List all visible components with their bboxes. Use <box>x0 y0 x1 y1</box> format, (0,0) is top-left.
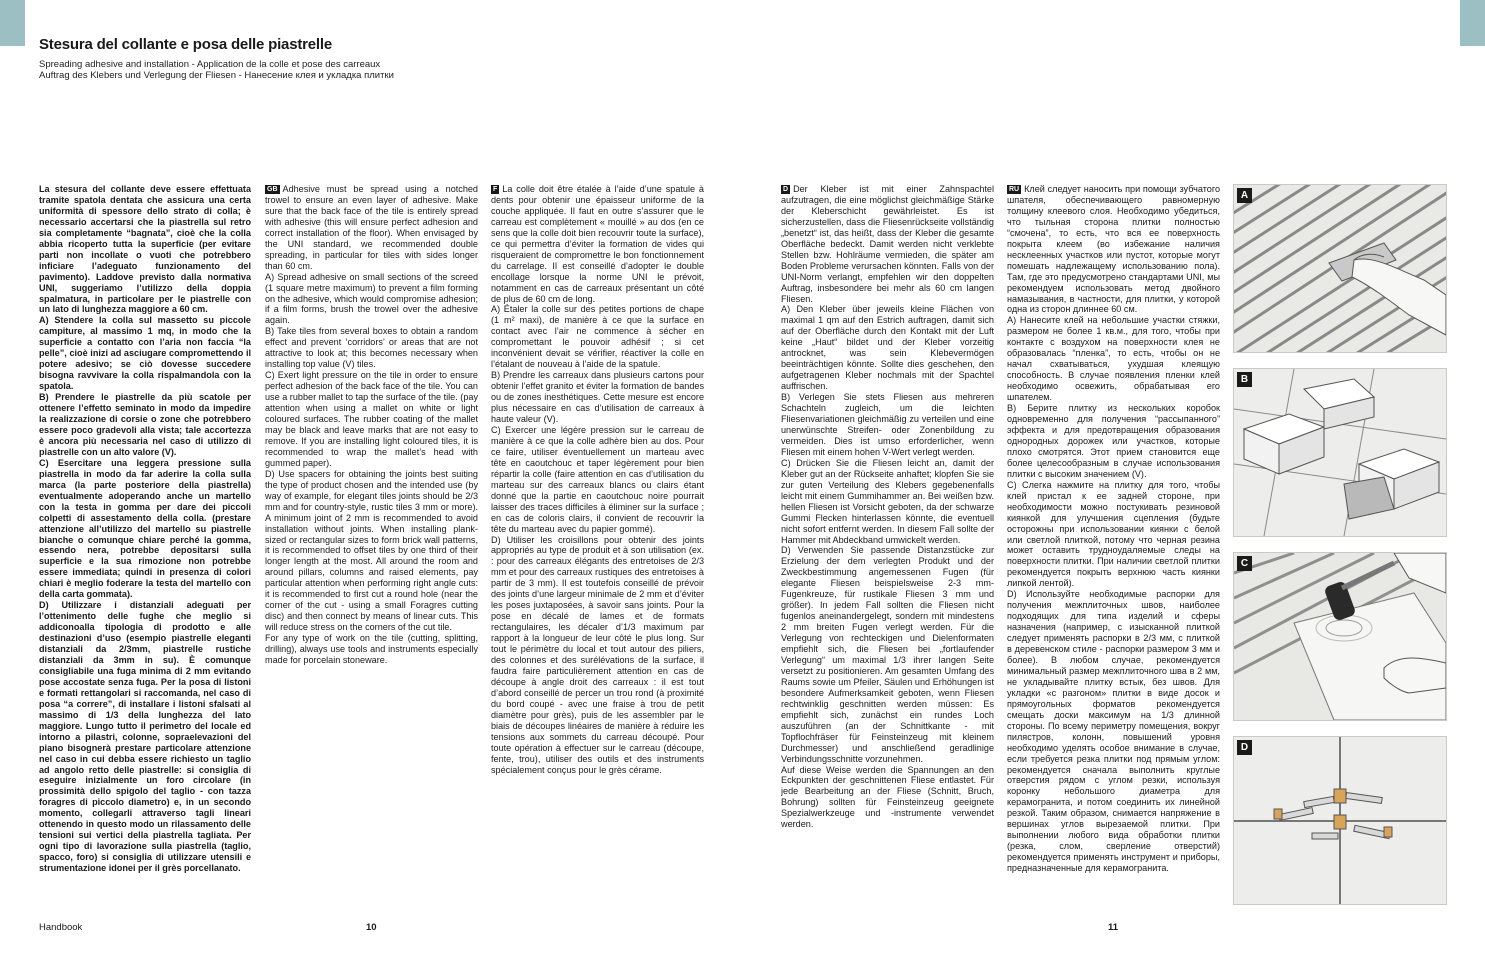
page-subtitle <box>39 59 394 81</box>
fr-paragraph-intro: F La colle doit être étalée à l’aide d’une spatule à dents pour obtenir une épaisseur uniforme de la couche appliquée. Il faut en outre s’assurer que le carreau est complètement « mouillé » au dos (en ce sens que la colle doit bien recouvrir toute la surface), ce qui permettra d’éviter la formation de vides qui risqueraient de compromettre le bon fonctionnement du carrelage. Il est conseillé d’adopter le double encollage lorsque la norme UNI le prévoit, notamment en cas de carreaux présentant un côté de plus de 60 cm de long. <box>491 184 704 304</box>
en-paragraph-intro: GB Adhesive must be spread using a notched trowel to ensure an even layer of adhesive. Make sure that the back face of the tile is entirely spread with adhesive (this will ensure perfect adhesion and correct installation of the floor). When envisaged by the UNI standard, we recommended double spreading, in particular for tiles with sides longer than 60 cm. <box>265 184 478 271</box>
it-paragraph-intro: La stesura del collante deve essere effettuata tramite spatola dentata che assicura una certa uniformità di spessore dello strato di colla; è necessario accertarsi che la piastrella sul retro sia completamente “bagnata”, cioè che la colla abbia ricoperto tutta la superficie (per evitare parti non incollate o vuoti che potrebbero inficiare l’adeguato funzionamento del pavimento). Laddove previsto dalla normativa UNI, suggeriamo l’utilizzo della doppia spalmatura, in particolare per le piastrelle con un lato di lunghezza maggiore a 60 cm. <box>39 184 251 315</box>
language-badge-d: D <box>783 186 789 193</box>
de-paragraph-a: A) Den Kleber über jeweils kleine Flächen von maximal 1 qm auf den Estrich auftragen, damit sich auf der Oberfläche durch den Kontakt mit der Luft keine „Haut“ bildet und der Kleber vorzeitig antrocknet, was sein Klebevermögen beeinträchtigen könnte. Sollte dies geschehen, den aufgetragenen Kleber nochmals mit der Spachtel auffrischen. <box>781 304 994 392</box>
en-paragraph-a: A) Spread adhesive on small sections of the screed (1 square metre maximum) to prevent a film forming on the adhesive, which would compromise adhesion; if a film forms, brush the trowel over the adhesive again. <box>265 271 478 326</box>
figure-label: A <box>1237 188 1252 203</box>
fr-paragraph-c: C) Exercer une légère pression sur le carreau de manière à ce que la colle adhère bien au dos. Pour ce faire, utiliser éventuellement un marteau avec tête en caoutchouc et taper légèrement pour bien répartir la colle (faire attention en cas d’utilisation du marteau sur des carreaux blancs ou clairs étant donné que la partie en caoutchouc noire pourrait laisser des traces difficiles à éliminer sur la surface ; en cas de coloris clairs, il convient de recouvrir la tête du marteau avec du papier gommé). <box>491 424 704 534</box>
french-text-column <box>491 184 704 864</box>
ru-paragraph-b: B) Берите плитку из нескольких коробок одновременно для получения “рассыпанного” эффекта и для предотвращения образования однородных дорожек или участков, которые плохо смотрятся. Этот прием становится еще более целесообразным в случае использования плитки с высоким значением (V). <box>1007 403 1220 479</box>
figure-a <box>1233 184 1447 353</box>
page-title: Stesura del collante e posa delle piastrelle <box>39 36 332 53</box>
subtitle-line-2: Auftrag des Klebers und Verlegung der Fliesen - Нанесение клея и укладка плитки <box>39 70 394 81</box>
russian-text-column <box>1007 184 1220 909</box>
figure-d <box>1233 736 1447 905</box>
figure-label: C <box>1237 556 1252 571</box>
it-paragraph-c: C) Esercitare una leggera pressione sulla piastrella in modo da far aderire la colla sulla marca (la parte posteriore della piastrella) eventualmente adoperando anche un martello con la testa in gomma per dare dei piccoli colpetti di assestamento della colla. (prestare attenzione all’utilizzo del martello su piastrelle bianche o comunque chiare perché la gomma, essendo nera, potrebbe depositarsi sulla superficie e la sua rimozione non potrebbe essere immediata; quindi in presenza di colori chiari è meglio foderare la testa del martello con della carta gommata). <box>39 457 251 600</box>
ru-paragraph-c: C) Слегка нажмите на плитку для того, чтобы клей пристал к ее задней стороне, при необходимости можно постукивать резиновой киянкой для улучшения сцепления (будьте осторожны при использовании киянки с белой или светлой плиткой, потому что черная резина может оставить трудноудаляемые следы на поверхности плитки. При наличии светлой плитки рекомендуется покрыть верхнюю часть киянки липкой лентой). <box>1007 479 1220 589</box>
language-badge-ru: RU <box>1009 186 1020 193</box>
en-paragraph-d: D) Use spacers for obtaining the joints best suiting the type of product chosen and the intended use (by way of example, for elegant tiles joints should be 2/3 mm and for country-style, rustic tiles 3 mm or more). A minimum joint of 2 mm is recommended to avoid installation without joints. When installing plank-sized or rectangular sizes to form brick wall patterns, it is recommended to offset tiles by one third of their longer length at the most. All around the room and around pillars, columns and raised elements, pay particular attention when performing right angle cuts: it is recommended to first cut a round hole (near the corner of the cut - using a small Foragres cutting disc) and then connect by means of linear cuts. This will reduce stress on the corners of the cut tile. <box>265 468 478 633</box>
ru-paragraph-a: A) Нанесите клей на небольшие участки стяжки, размером не более 1 кв.м., для того, чтобы при контакте с воздухом на поверхности клея не образовалась “пленка”, то есть, чтобы он не начал схватываться, ухудшая клеящую способность. В случае появления пленки клей необходимо освежить, обрабатывая его шпателем. <box>1007 315 1220 403</box>
en-paragraph-tools: For any type of work on the tile (cutting, splitting, drilling), always use tools and instruments especially made for porcelain stoneware. <box>265 633 478 665</box>
it-paragraph-a: A) Stendere la colla sul massetto su piccole campiture, al massimo 1 mq, in modo che la superficie a contatto con l’aria non faccia “la pelle”, cioè inizi ad asciugare compromettendo il potere adesivo; se ciò dovesse succedere bisogna ravvivare la colla rispalmandola con la spatola. <box>39 315 251 392</box>
de-paragraph-c: C) Drücken Sie die Fliesen leicht an, damit der Kleber gut an der Rückseite anhaftet; klopfen Sie sie zur guten Verteilung des Klebers gegebenenfalls leicht mit einem Gummihammer an. Bei weißen bzw. hellen Fliesen ist Vorsicht geboten, da der schwarze Gummi Flecken hinterlassen könnte, die eventuell nicht sofort entfernt werden. In diesem Fall sollte der Hammer mit Abdeckband umwickelt werden. <box>781 457 994 545</box>
subtitle-line-1: Spreading adhesive and installation - Application de la colle et pose des carreaux <box>39 59 381 70</box>
en-paragraph-c: C) Exert light pressure on the tile in order to ensure perfect adhesion of the back face of the tile. You can use a rubber mallet to tap the surface of the tile. (pay attention when using a mallet on white or light coloured surfaces. The rubber coating of the mallet may be black and leave marks that are not easy to remove. If you are installing light coloured tiles, it is recommended to wrap the mallet’s head with gummed paper). <box>265 370 478 468</box>
footer-handbook: Handbook <box>39 922 83 933</box>
fr-paragraph-d: D) Utiliser les croisillons pour obtenir des joints appropriés au type de produit et à son utilisation (ex. : pour des carreaux élégants des entretoises de 2/3 mm et pour des carreaux rustiques des entretoises à partir de 3 mm). Il est toutefois conseillé de prévoir des joints d’une largeur minimale de 2 mm et d’éviter les poses juxtaposées, à savoir sans joints. Pour la pose en décalé de lames et de formats rectangulaires, les décaler d’1/3 maximum par rapport à la longueur de leur côté le plus long. Sur tout le périmètre du local et tout autour des piliers, des colonnes et des surélévations de la surface, il faudra faire particulièrement attention en cas de découpe à angle droit des carreaux : il est tout d’abord conseillé de percer un trou rond (à proximité du bord coupé - avec une fraise à trou de petit diamètre pour grès), puis de les assembler par le biais de découpes linéaires de manière à réduire les tensions aux sommets du carreau découpé. Pour toute opération à effectuer sur le carreau (découpe, fente, trou), utiliser des outils et des instruments spécialement conçus pour le grès cérame. <box>491 534 704 775</box>
de-paragraph-tools: Auf diese Weise werden die Spannungen an den Eckpunkten der geschnittenen Fliese entlastet. Für jede Bearbeitung an der Fliese (Schnitt, Bruch, Bohrung) sollten für Feinsteinzeug geeignete Spezialwerkzeuge und -instrumente verwendet werden. <box>781 764 994 830</box>
page-number-left: 10 <box>366 922 377 933</box>
italian-text-column <box>39 184 251 909</box>
en-paragraph-b: B) Take tiles from several boxes to obtain a random effect and prevent ‘corridors’ or areas that are not attractive to look at; this becomes necessary when installing top value (V) tiles. <box>265 326 478 370</box>
accent-tab-right <box>1460 0 1485 46</box>
tile-spacers-illustration-icon <box>1234 737 1446 904</box>
figure-label: B <box>1237 372 1252 387</box>
rubber-mallet-illustration-icon <box>1234 553 1446 720</box>
page-number-right: 11 <box>1108 922 1119 933</box>
ru-paragraph-d: D) Используйте необходимые распорки для получения межплиточных швов, наиболее подходящих для типа изделий и сферы назначения (например, с изысканной плиткой следует применять распорки в 2/3 мм, с плиткой в деревенском стиле - распорки размером 3 мм и более). В любом случае, рекомендуется минимальный размер межплиточного шва в 2 мм, не укладывайте плитку встык, без швов. Для укладки «с разгоном» плитки в виде досок и прямоугольных форматов рекомендуется смещать доски максимум на 1/3 длинной стороны. По всему периметру помещения, вокруг пилястров, колонн, повышений уровня необходимо уделять особое внимание в случае, если требуется резка плитки под прямым углом: рекомендуется сначала выполнить круглые отверстия рядом с углом резки, используя коронку небольшого диаметра для керамогранита, и потом соединить их линейной резкой. Таким образом, снимается напряжение в вершинах углов вырезаемой плитки. При выполнении любого вида обработки плитки (резка, слом, сверление отверстий) рекомендуется применять инструмент и приборы, предназначенные для керамогранита. <box>1007 589 1220 874</box>
tile-boxes-illustration-icon <box>1234 369 1446 536</box>
figure-label: D <box>1237 740 1252 755</box>
de-paragraph-d: D) Verwenden Sie passende Distanzstücke zur Erzielung der dem verlegten Produkt und der Zweckbestimmung angemessenen Fugen (für elegante Fliesen beispielsweise 2-3 mm-Fugenkreuze, für rustikale Fliesen 3 mm und größer). In jedem Fall sollten die Fliesen nicht fugenlos aneinandergelegt, sondern mit mindestens 2 mm breiten Fugen verlegt werden. Für die Verlegung von rechteckigen und Dielenformaten empfiehlt sich, die Fliesen bei „fortlaufender Verlegung“ um maximal 1/3 ihrer langen Seite versetzt zu positionieren. Am gesamten Umfang des Raums sowie um Pfeiler, Säulen und Erhöhungen ist besondere Aufmerksamkeit geboten, wenn Fliesen rechtwinklig geschnitten werden müssen: Es empfiehlt sich, zunächst ein rundes Loch auszuführen (an der Schnittkante - mit Topflochfräser für Feinsteinzeug mit kleinem Durchmesser) und anschließend geradlinige Verbindungsschnitte vorzunehmen. <box>781 545 994 764</box>
it-paragraph-b: B) Prendere le piastrelle da più scatole per ottenere l’effetto seminato in modo da impedire la realizzazione di corsie o zone che potrebbero essere poco gradevoli alla vista; tale accortezza è ancora più necessaria nel caso di utilizzo di piastrelle con un alto valore (V). <box>39 392 251 457</box>
german-text-column <box>781 184 994 909</box>
language-badge-gb: GB <box>267 186 278 193</box>
english-text-column <box>265 184 478 724</box>
figure-c <box>1233 552 1447 721</box>
trowel-spreading-illustration-icon <box>1234 185 1446 352</box>
fr-paragraph-b: B) Prendre les carreaux dans plusieurs cartons pour obtenir l’effet granito et éviter la formation de bandes ou de zones inesthétiques. Cette mesure est encore plus nécessaire en cas d’utilisation de carreaux à haute valeur (V). <box>491 370 704 425</box>
accent-tab-left <box>0 0 25 46</box>
figure-b <box>1233 368 1447 537</box>
it-paragraph-d: D) Utilizzare i distanziali adeguati per l’ottenimento delle fughe che meglio si addiconoalla tipologia di prodotto e alle destinazioni d’uso (esempio piastrelle eleganti distanziali da 2/3mm, piastrelle rustiche distanziali da 3mm in su). È comunque consigliabile una fuga minima di 2 mm evitando pose accostate senza fuga. Per la posa di listoni e formati rettangolari si raccomanda, nel caso di posa “a correre”, di installare i listoni sfalsati al massimo di 1/3 della lunghezza del lato maggiore. Lungo tutto il perimetro del locale ed intorno a pilastri, colonne, sopraelevazioni del piano bisognerà prestare particolare attenzione nel caso in cui debba essere richiesto un taglio ad angolo retto delle piastrelle: si consiglia di eseguire inizialmente un foro circolare (in prossimità dello spigolo del taglio - con tazza foragres di piccolo diametro) e, in un secondo momento, collegarli attraverso tagli lineari ottenendo in questo modo un rilassamento delle tensioni sui vertici della piastrella tagliata. Per ogni tipo di lavorazione sulla piastrella (taglio, spacco, foro) si consiglia di utilizzare utensili e strumentazione idonei per il grès porcellanato. <box>39 600 251 874</box>
de-paragraph-b: B) Verlegen Sie stets Fliesen aus mehreren Schachteln zugleich, um die leichten Fliesenvariationen gleichmäßig zu verteilen und eine unerwünschte Streifen- oder Zonenbildung zu vermeiden. Dies ist umso erforderlicher, wenn Fliesen mit einem hohen V-Wert verlegt werden. <box>781 392 994 457</box>
language-badge-f: F <box>493 186 498 193</box>
fr-paragraph-a: A) Étaler la colle sur des petites portions de chape (1 m² maxi), de manière à ce que la surface en contact avec l’air ne commence à sécher en compromettant le pouvoir adhésif ; si cet inconvénient devait se vérifier, réactiver la colle en l’étalant de nouveau à l’aide de la spatule. <box>491 304 704 370</box>
ru-paragraph-intro: RU Клей следует наносить при помощи зубчатого шпателя, обеспечивающего равномерную толщину клеевого слоя. Необходимо убедиться, что тыльная сторона плитки полностью “смочена”, то есть, что вся ее поверхность покрыта клеем (во избежание наличия несклеенных участков или пустот, которые могут помешать надлежащему использованию пола). Там, где это предусмотрено стандартами UNI, мы рекомендуем использовать метод двойного намазывания, в частности, для плитки, у которой одна из сторон длиннее 60 см. <box>1007 184 1220 315</box>
de-paragraph-intro: D Der Kleber ist mit einer Zahnspachtel aufzutragen, die eine möglichst gleichmäßige Stärke der Kleberschicht gewährleistet. Es ist sicherzustellen, dass die Fliesenrückseite vollständig „benetzt“ ist, das heißt, dass der Kleber die gesamte Oberfläche bedeckt. Damit werden nicht verklebte Stellen bzw. Hohlräume vermieden, die später am Boden Probleme verursachen könnten. Falls von der UNI-Norm verlangt, empfehlen wir den doppelten Auftrag, insbesondere bei mehr als 60 cm langen Fliesen. <box>781 184 994 304</box>
